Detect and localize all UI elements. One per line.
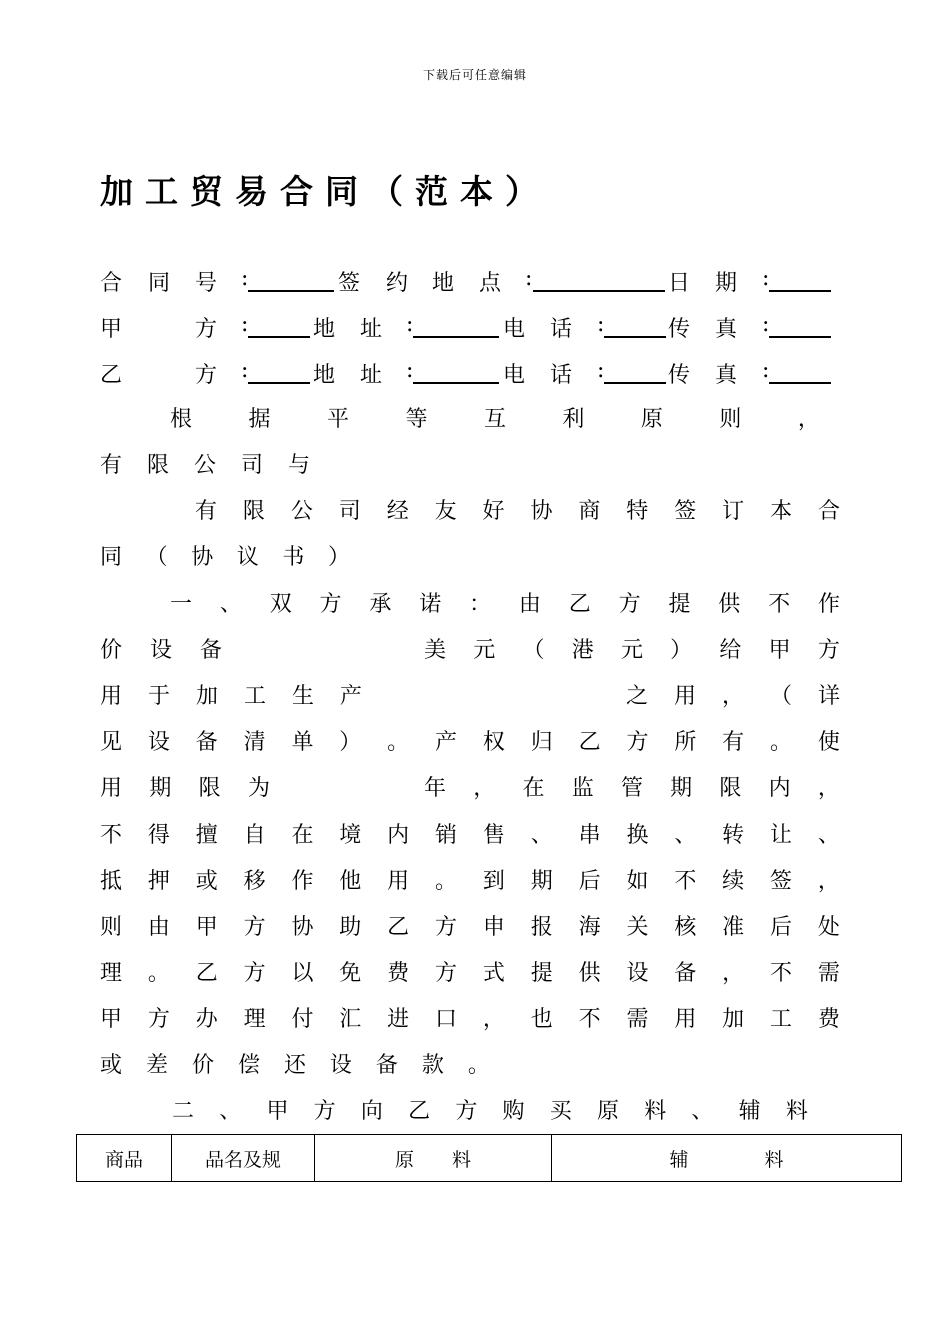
label-colon: : <box>762 358 770 383</box>
label-char: 电 <box>503 317 526 342</box>
body-line: 价 设 备 <box>100 638 222 663</box>
label-char: 话 <box>550 363 573 388</box>
info-row-party-b <box>0 358 950 388</box>
label-char: 签 <box>338 271 361 296</box>
party-b-fax-field[interactable] <box>769 382 831 384</box>
body-line: 见 设 备 清 单 ） 。 产 权 归 乙 方 所 有 。 使 <box>100 730 840 755</box>
label-colon: : <box>525 266 533 291</box>
label-char: 电 <box>503 363 526 388</box>
label-char: 真 <box>715 317 738 342</box>
body-line: 二 、 甲 方 向 乙 方 购 买 原 料 、 辅 料 <box>172 1099 808 1124</box>
label-colon: : <box>406 312 414 337</box>
label-colon: : <box>597 312 605 337</box>
page-title: 加工贸易合同（范本） <box>100 172 550 211</box>
label-char: 日 <box>668 271 691 296</box>
label-colon: : <box>597 358 605 383</box>
body-line: 有 限 公 司 经 友 好 协 商 特 签 订 本 合 <box>195 499 840 524</box>
signing-place-field[interactable] <box>533 290 665 292</box>
body-line: 用 于 加 工 生 产 <box>100 684 362 709</box>
label-char: 址 <box>360 363 383 388</box>
table-header-row <box>77 1135 902 1182</box>
label-char: 地 <box>432 271 455 296</box>
body-line: 之 用 ， （ 详 <box>626 684 840 709</box>
label-char: 合 <box>100 271 123 296</box>
label-char: 约 <box>386 271 409 296</box>
label-char: 话 <box>550 317 573 342</box>
body-line: 或 差 价 偿 还 设 备 款 。 <box>100 1053 490 1078</box>
table-header-cell: 品名及规 <box>172 1135 315 1182</box>
label-char: 传 <box>668 317 691 342</box>
body-line: 有 限 公 司 与 <box>100 453 310 478</box>
label-colon: : <box>406 358 414 383</box>
header-note: 下载后可任意编辑 <box>422 68 527 82</box>
table-header-cell: 原 料 <box>315 1135 552 1182</box>
label-colon: : <box>241 312 249 337</box>
body-line: 用 期 限 为 <box>100 776 270 801</box>
party-a-phone-field[interactable] <box>604 336 666 338</box>
materials-table <box>76 1134 902 1182</box>
table-header-cell: 商品 <box>77 1135 172 1182</box>
label-char: 同 <box>148 271 171 296</box>
body-line: 同 （ 协 议 书 ） <box>100 545 350 570</box>
label-colon: : <box>241 358 249 383</box>
date-field[interactable] <box>769 290 831 292</box>
label-colon: : <box>241 266 249 291</box>
party-b-name-field[interactable] <box>248 382 310 384</box>
label-colon: : <box>762 312 770 337</box>
label-char: 方 <box>195 317 218 342</box>
label-char: 乙 <box>100 363 123 388</box>
body-line: 理 。 乙 方 以 免 费 方 式 提 供 设 备 ， 不 需 <box>100 961 840 986</box>
body-line: 甲 方 办 理 付 汇 进 口 ， 也 不 需 用 加 工 费 <box>100 1007 840 1032</box>
label-char: 甲 <box>100 317 123 342</box>
body-line: 美 元 （ 港 元 ） 给 甲 方 <box>424 638 840 663</box>
label-char: 方 <box>195 363 218 388</box>
label-char: 真 <box>715 363 738 388</box>
label-colon: : <box>762 266 770 291</box>
body-line: 年 ， 在 监 管 期 限 内 ， <box>424 776 840 801</box>
party-a-address-field[interactable] <box>413 336 499 338</box>
label-char: 点 <box>479 271 502 296</box>
info-row-contract-no <box>0 266 950 296</box>
body-line: 不 得 擅 自 在 境 内 销 售 、 串 换 、 转 让 、 <box>100 823 840 848</box>
label-char: 号 <box>195 271 218 296</box>
info-row-party-a <box>0 312 950 342</box>
label-char: 址 <box>360 317 383 342</box>
table-header-cell: 辅 料 <box>552 1135 902 1182</box>
party-a-name-field[interactable] <box>248 336 310 338</box>
party-a-fax-field[interactable] <box>769 336 831 338</box>
body-line: 抵 押 或 移 作 他 用 。 到 期 后 如 不 续 签 ， <box>100 869 840 894</box>
body-line: 根 据 平 等 互 利 原 则 ， <box>170 407 820 432</box>
label-char: 期 <box>715 271 738 296</box>
body-line: 则 由 甲 方 协 助 乙 方 申 报 海 关 核 准 后 处 <box>100 915 840 940</box>
body-line: 一 、 双 方 承 诺 ： 由 乙 方 提 供 不 作 <box>170 592 840 617</box>
contract-no-field[interactable] <box>248 290 334 292</box>
party-b-address-field[interactable] <box>413 382 499 384</box>
party-b-phone-field[interactable] <box>604 382 666 384</box>
label-char: 地 <box>313 363 336 388</box>
label-char: 地 <box>313 317 336 342</box>
label-char: 传 <box>668 363 691 388</box>
